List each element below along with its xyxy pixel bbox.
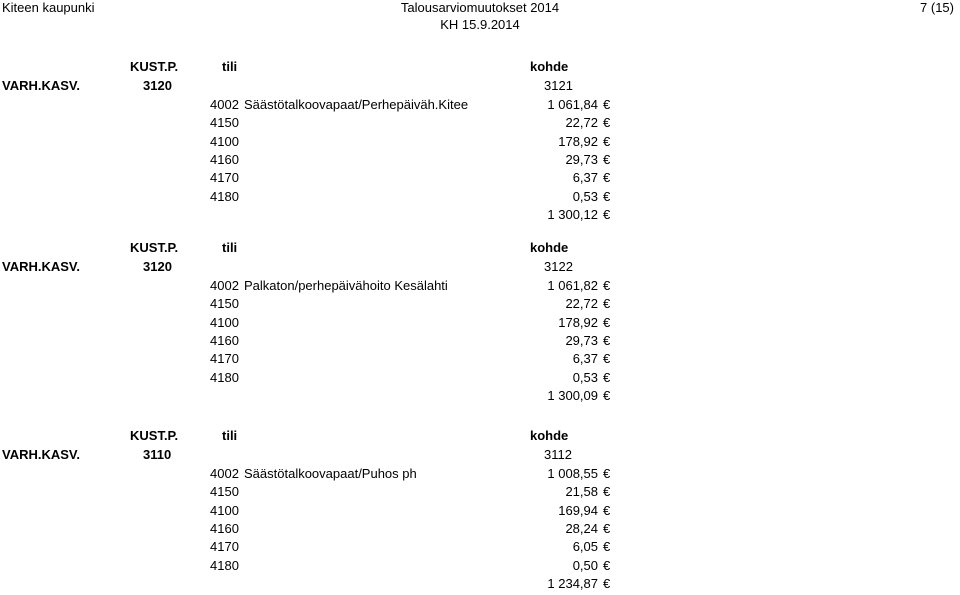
currency-symbol: €: [603, 170, 611, 186]
col-header-kohde: kohde: [530, 428, 569, 443]
account-number: 4002: [210, 97, 239, 112]
account-number: 4160: [210, 151, 239, 167]
currency-symbol: €: [603, 206, 611, 222]
account-number: 4160: [210, 520, 239, 536]
amount-value: 0,50: [572, 557, 598, 573]
account-number: 4180: [210, 369, 239, 385]
account-number: 4180: [210, 557, 239, 573]
col-header-kustp: KUST.P.: [130, 59, 179, 74]
account-number: 4170: [210, 351, 239, 367]
amount-value: 28,24: [565, 520, 598, 536]
currency-symbol: €: [603, 314, 611, 330]
kustp-code: 3120: [143, 259, 172, 274]
account-number: 4100: [210, 502, 239, 518]
account-number: 4180: [210, 188, 239, 204]
document-date: KH 15.9.2014: [440, 17, 520, 32]
account-number: 4170: [210, 539, 239, 555]
section-label: VARH.KASV.: [2, 447, 81, 462]
amount-value: 6,37: [572, 351, 598, 367]
amount-value: 0,53: [572, 188, 598, 204]
amount-value: 169,94: [558, 502, 598, 518]
account-description: Palkaton/perhepäivähoito Kesälahti: [244, 278, 448, 293]
currency-symbol: €: [603, 188, 611, 204]
section-label: VARH.KASV.: [2, 259, 81, 274]
amount-value: 1 061,82: [547, 278, 598, 293]
account-number: 4002: [210, 278, 239, 293]
currency-symbol: €: [603, 575, 611, 591]
col-header-kohde: kohde: [530, 59, 569, 74]
account-number: 4100: [210, 133, 239, 149]
kustp-code: 3120: [143, 78, 172, 93]
account-number: 4150: [210, 484, 239, 500]
account-number: 4150: [210, 115, 239, 131]
page-number: 7 (15): [920, 0, 954, 15]
currency-symbol: €: [603, 133, 611, 149]
amount-value: 178,92: [558, 314, 598, 330]
amount-value: 178,92: [558, 133, 598, 149]
currency-symbol: €: [603, 502, 611, 518]
currency-symbol: €: [603, 115, 611, 131]
amount-value: 22,72: [565, 115, 598, 131]
currency-symbol: €: [603, 539, 611, 555]
amount-value: 6,05: [572, 539, 598, 555]
document-title: Talousarviomuutokset 2014: [400, 0, 560, 15]
account-number: 4002: [210, 466, 239, 481]
col-header-tili: tili: [222, 240, 238, 255]
currency-symbol: €: [603, 466, 611, 481]
currency-symbol: €: [603, 369, 611, 385]
kohde-code: 3122: [544, 259, 573, 274]
amount-value: 1 008,55: [547, 466, 598, 481]
currency-symbol: €: [603, 351, 611, 367]
account-description: Säästötalkoovapaat/Perhepäiväh.Kitee: [244, 97, 469, 112]
currency-symbol: €: [603, 278, 611, 293]
amount-value: 0,53: [572, 369, 598, 385]
currency-symbol: €: [603, 296, 611, 312]
org-name: Kiteen kaupunki: [2, 0, 95, 15]
total-amount: 1 300,09: [547, 387, 598, 403]
col-header-tili: tili: [222, 59, 238, 74]
currency-symbol: €: [603, 520, 611, 536]
account-number: 4150: [210, 296, 239, 312]
section-label: VARH.KASV.: [2, 78, 81, 93]
account-number: 4160: [210, 332, 239, 348]
total-amount: 1 234,87: [547, 575, 598, 591]
kustp-code: 3110: [143, 447, 172, 462]
amount-value: 29,73: [565, 332, 598, 348]
col-header-kustp: KUST.P.: [130, 428, 179, 443]
account-number: 4100: [210, 314, 239, 330]
amount-value: 22,72: [565, 296, 598, 312]
col-header-kustp: KUST.P.: [130, 240, 179, 255]
account-number: 4170: [210, 170, 239, 186]
amount-value: 21,58: [565, 484, 598, 500]
amount-value: 1 061,84: [547, 97, 598, 112]
col-header-tili: tili: [222, 428, 238, 443]
currency-symbol: €: [603, 97, 611, 112]
currency-symbol: €: [603, 557, 611, 573]
currency-symbol: €: [603, 484, 611, 500]
currency-symbol: €: [603, 151, 611, 167]
currency-symbol: €: [603, 387, 611, 403]
kohde-code: 3121: [544, 78, 573, 93]
kohde-code: 3112: [544, 447, 572, 462]
col-header-kohde: kohde: [530, 240, 569, 255]
account-description: Säästötalkoovapaat/Puhos ph: [244, 466, 417, 481]
total-amount: 1 300,12: [547, 206, 598, 222]
currency-symbol: €: [603, 332, 611, 348]
amount-value: 29,73: [565, 151, 598, 167]
amount-value: 6,37: [572, 170, 598, 186]
